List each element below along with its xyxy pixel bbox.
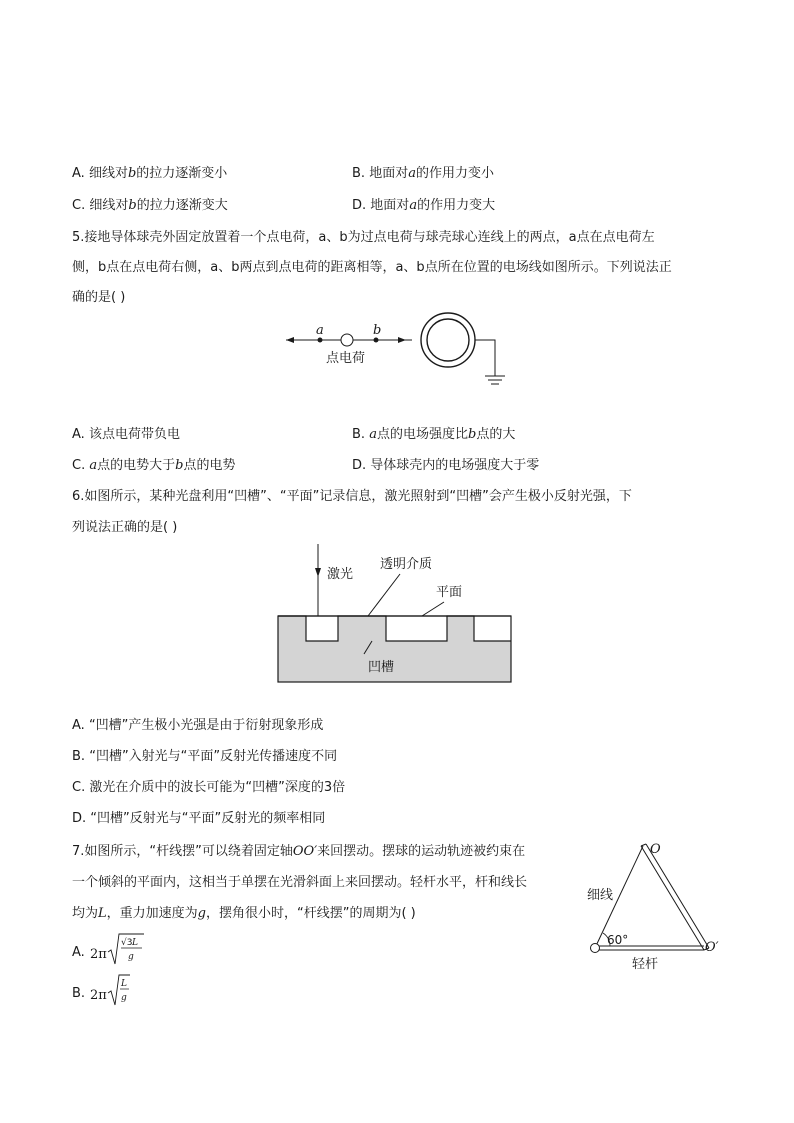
q4-option-d: D. 地面对a的作用力变大: [352, 198, 496, 213]
q4-option-b: B. 地面对a的作用力变小: [352, 166, 494, 181]
q5-option-d: D. 导体球壳内的电场强度大于零: [352, 458, 540, 473]
label-a: a: [316, 323, 324, 338]
q6-option-c: C. 激光在介质中的波长可能为“凹槽”深度的3倍: [72, 780, 346, 795]
q5-option-c: C. a点的电势大于b点的电势: [72, 458, 236, 473]
rod-label: 轻杆: [632, 957, 659, 972]
q6-option-a: A. “凹槽”产生极小光强是由于衍射现象形成: [72, 718, 324, 733]
den-g-b: g: [121, 993, 127, 1003]
angle-label: 60°: [607, 933, 629, 947]
coef-2pi: 2π: [90, 947, 107, 962]
q7-stem-line2: 一个倾斜的平面内，这相当于单摆在光滑斜面上来回摆动。轻杆水平，杆和线长: [72, 875, 528, 890]
q6-option-b: B. “凹槽”入射光与“平面”反射光传播速度不同: [72, 749, 338, 764]
shell-outer: [421, 313, 475, 367]
q7-option-b-formula: [88, 971, 138, 1011]
num-L-b: L: [121, 979, 127, 989]
den-g: g: [128, 952, 134, 962]
num-root3: √3: [121, 938, 133, 948]
plane-label: 平面: [436, 585, 463, 600]
q6-option-d: D. “凹槽”反射光与“平面”反射光的频率相同: [72, 811, 326, 826]
q5-stem-line3: 确的是( ): [72, 290, 126, 305]
q4-option-c: C. 细线对b的拉力逐渐变大: [72, 198, 228, 213]
point-charge-caption: 点电荷: [326, 351, 366, 366]
q7-option-b-label: B.: [72, 986, 86, 1001]
q5-option-a: A. 该点电荷带负电: [72, 427, 180, 442]
q7-stem-line1: 7.如图所示，“杆线摆”可以绕着固定轴OO′来回摆动。摆球的运动轨迹被约束在: [72, 844, 526, 859]
point-a-dot: [318, 338, 323, 343]
laser-label: 激光: [327, 567, 354, 582]
q7-stem-line3: 均为L，重力加速度为g，摆角很小时，“杆线摆”的周期为( ): [72, 906, 416, 921]
right-arrow-icon: [398, 337, 406, 343]
laser-arrow-icon: [315, 568, 321, 577]
label-b: b: [373, 323, 382, 338]
q5-field-figure: [280, 310, 520, 390]
point-b-dot: [374, 338, 379, 343]
thread-label: 细线: [587, 888, 614, 903]
num-L: L: [132, 938, 138, 948]
q7-option-a-formula: [88, 930, 148, 970]
q5-option-b: B. a点的电场强度比b点的大: [352, 427, 516, 442]
q5-stem-line2: 侧，b点在点电荷右侧，a、b两点到点电荷的距离相等，a、b点所在位置的电场线如图所示。下列说法正: [72, 260, 672, 275]
groove-label: 凹槽: [368, 660, 395, 675]
q7-option-a-label: A.: [72, 945, 85, 960]
q6-disc-figure: [276, 540, 516, 685]
q4-option-a: A. 细线对b的拉力逐渐变小: [72, 166, 228, 181]
q6-stem-line2: 列说法正确的是( ): [72, 520, 178, 535]
left-arrow-icon: [286, 337, 294, 343]
pendulum-ball: [591, 944, 600, 953]
shell-inner: [427, 319, 469, 361]
medium-label: 透明介质: [380, 557, 433, 572]
q5-stem-line1: 5.接地导体球壳外固定放置着一个点电荷，a、b为过点电荷与球壳球心连线上的两点，a点在点电荷左: [72, 230, 655, 245]
label-O-prime: O′: [705, 940, 719, 955]
q6-stem-line1: 6.如图所示，某种光盘利用“凹槽”、“平面”记录信息，激光照射到“凹槽”会产生极小反射光强，下: [72, 489, 632, 504]
q7-pendulum-figure: [582, 836, 732, 976]
coef-2pi-b: 2π: [90, 988, 107, 1003]
point-charge-circle: [341, 334, 353, 346]
label-O: O: [650, 842, 661, 857]
